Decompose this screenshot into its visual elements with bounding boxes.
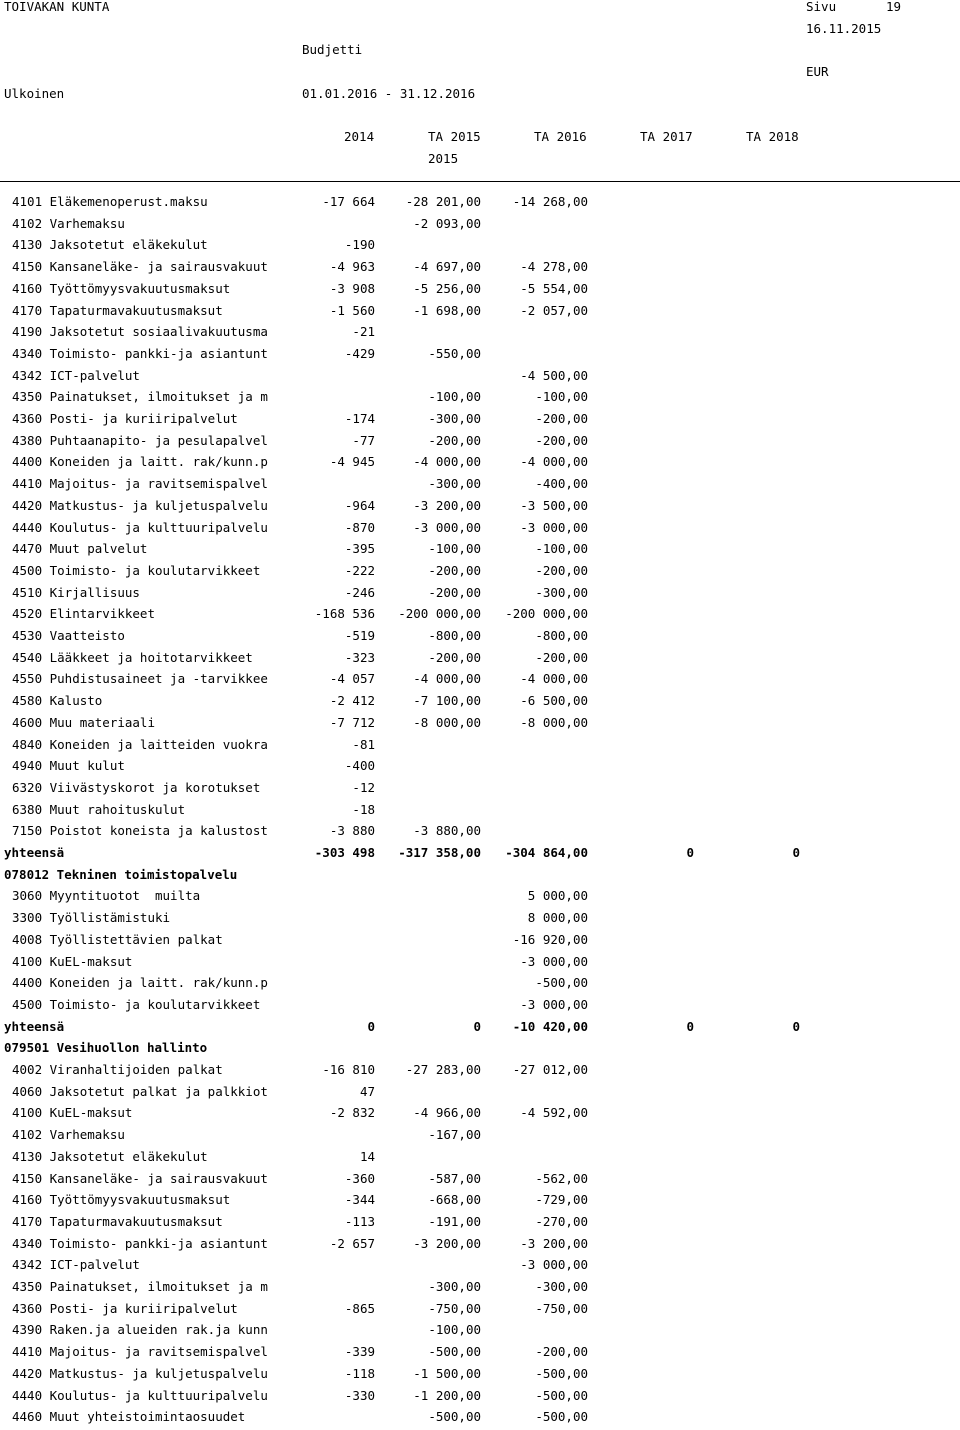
section-header-row	[0, 1039, 960, 1061]
table-row	[0, 801, 960, 823]
col-header-ta2015: TA 2015	[428, 129, 481, 144]
page-label: Sivu	[806, 0, 837, 14]
value-v2015: -500,00	[428, 1409, 481, 1425]
table-row	[0, 1148, 960, 1170]
value-v2014: -16 810	[322, 1062, 375, 1077]
table-row	[0, 974, 960, 996]
value-v2016: -729,00	[535, 1192, 588, 1208]
account-label: 4340 Toimisto- pankki-ja asiantunt	[12, 1235, 268, 1251]
account-label: 3060 Myyntituotot muilta	[12, 888, 201, 904]
account-label: 4150 Kansaneläke- ja sairausvakuut	[12, 259, 268, 275]
value-v2016: -4 000,00	[520, 671, 588, 687]
account-label: 4008 Työllistettävien palkat	[12, 931, 223, 947]
value-v2015: -3 880,00	[413, 823, 481, 839]
account-label: 4160 Työttömyysvakuutusmaksut	[12, 1192, 231, 1208]
value-v2014: 0	[367, 1018, 375, 1034]
account-label: 4190 Jaksotetut sosiaalivakuutusma	[12, 324, 268, 340]
value-v2016: -3 500,00	[520, 497, 588, 513]
table-row	[0, 1083, 960, 1105]
account-label: 4600 Muu materiaali	[12, 714, 155, 730]
table-row	[0, 1408, 960, 1430]
table-row	[0, 1300, 960, 1322]
value-v2016: -200,00	[535, 1344, 588, 1360]
col-header-ta2016: TA 2016	[534, 129, 587, 144]
value-v2017: 0	[686, 1018, 694, 1034]
account-label: 4400 Koneiden ja laitt. rak/kunn.p	[12, 454, 268, 470]
value-v2016: -8 000,00	[520, 714, 588, 730]
total-label: yhteensä	[4, 1018, 65, 1034]
table-row	[0, 1256, 960, 1278]
value-v2015: -4 966,00	[413, 1105, 481, 1121]
table-row	[0, 931, 960, 953]
section-header-row	[0, 866, 960, 888]
table-row	[0, 236, 960, 258]
table-row	[0, 388, 960, 410]
value-v2014: -1 560	[329, 302, 375, 318]
table-row	[0, 1343, 960, 1365]
account-label: 4500 Toimisto- ja koulutarvikkeet	[12, 562, 261, 578]
value-v2015: -200,00	[428, 432, 481, 448]
value-v2014: -222	[344, 562, 375, 578]
value-v2015: -500,00	[428, 1344, 481, 1360]
table-row	[0, 1104, 960, 1126]
value-v2015: 0	[473, 1018, 481, 1034]
account-label: 4350 Painatukset, ilmoitukset ja m	[12, 1279, 268, 1294]
table-row	[0, 1278, 960, 1300]
value-v2014: -113	[344, 1213, 375, 1229]
table-row	[0, 649, 960, 671]
table-row	[0, 410, 960, 432]
account-label: 6320 Viivästyskorot ja korotukset	[12, 779, 261, 795]
account-label: 4540 Lääkkeet ja hoitotarvikkeet	[12, 649, 253, 665]
value-v2014: -12	[352, 779, 375, 795]
account-label: 4002 Viranhaltijoiden palkat	[12, 1062, 223, 1077]
value-v2018: 0	[792, 1018, 800, 1034]
value-v2014: -339	[344, 1344, 375, 1360]
value-v2014: -3 880	[329, 823, 375, 839]
account-label: 4580 Kalusto	[12, 693, 103, 709]
account-label: 4420 Matkustus- ja kuljetuspalvelu	[12, 1365, 268, 1381]
value-v2015: -4 000,00	[413, 454, 481, 470]
table-row	[0, 432, 960, 454]
value-v2016: -200,00	[535, 562, 588, 578]
value-v2015: -167,00	[428, 1127, 481, 1143]
account-label: 4940 Muut kulut	[12, 758, 125, 774]
table-row	[0, 736, 960, 758]
value-v2014: -18	[352, 801, 375, 817]
value-v2016: -400,00	[535, 476, 588, 492]
value-v2014: -344	[344, 1192, 375, 1208]
table-row	[0, 627, 960, 649]
value-v2014: -519	[344, 628, 375, 643]
value-v2015: -2 093,00	[413, 215, 481, 231]
value-v2014: -323	[344, 649, 375, 665]
value-v2014: -400	[344, 758, 375, 774]
table-row	[0, 497, 960, 519]
table-row	[0, 475, 960, 497]
value-v2014: -395	[344, 541, 375, 557]
table-row	[0, 670, 960, 692]
value-v2016: -2 057,00	[520, 302, 588, 318]
value-v2015: -4 697,00	[413, 259, 481, 275]
table-row	[0, 562, 960, 584]
account-label: 4380 Puhtaanapito- ja pesulapalvel	[12, 432, 268, 448]
table-row	[0, 605, 960, 627]
account-label: 4342 ICT-palvelut	[12, 1257, 140, 1273]
account-label: 4342 ICT-palvelut	[12, 367, 140, 383]
account-label: 4440 Koulutus- ja kulttuuripalvelu	[12, 1387, 268, 1403]
account-label: 4130 Jaksotetut eläkekulut	[12, 237, 208, 253]
account-label: 3300 Työllistämistuki	[12, 910, 171, 926]
col-header-ta2017: TA 2017	[640, 129, 693, 144]
value-v2015: -5 256,00	[413, 280, 481, 296]
value-v2016: 5 000,00	[527, 888, 588, 904]
value-v2014: -2 412	[329, 693, 375, 709]
value-v2016: -200 000,00	[505, 606, 588, 622]
value-v2015: -3 200,00	[413, 1235, 481, 1251]
value-v2016: -200,00	[535, 411, 588, 426]
account-label: 4170 Tapaturmavakuutusmaksut	[12, 1213, 223, 1229]
total-row	[0, 844, 960, 866]
table-row	[0, 909, 960, 931]
table-row	[0, 887, 960, 909]
table-row	[0, 996, 960, 1018]
section-title: 079501 Vesihuollon hallinto	[4, 1040, 208, 1056]
account-label: 6380 Muut rahoituskulut	[12, 801, 186, 817]
value-v2015: -191,00	[428, 1213, 481, 1229]
value-v2014: -4 945	[329, 454, 375, 470]
value-v2015: -200 000,00	[398, 606, 481, 622]
value-v2016: -10 420,00	[512, 1018, 588, 1034]
table-row	[0, 1387, 960, 1409]
account-label: 4100 KuEL-maksut	[12, 1105, 133, 1121]
table-row	[0, 215, 960, 237]
value-v2016: -4 278,00	[520, 259, 588, 275]
value-v2015: -100,00	[428, 389, 481, 405]
value-v2014: -118	[344, 1365, 375, 1381]
account-label: 4130 Jaksotetut eläkekulut	[12, 1148, 208, 1164]
value-v2014: -2 832	[329, 1105, 375, 1121]
value-v2015: -100,00	[428, 541, 481, 557]
value-v2016: -200,00	[535, 649, 588, 665]
report-date: 16.11.2015	[806, 21, 882, 36]
table-row	[0, 822, 960, 844]
value-v2014: -4 963	[329, 259, 375, 275]
account-label: 4470 Muut palvelut	[12, 541, 148, 557]
value-v2016: -304 864,00	[505, 845, 588, 860]
value-v2016: -27 012,00	[512, 1062, 588, 1077]
col-header-2014: 2014	[344, 129, 375, 144]
page-number: 19	[886, 0, 902, 14]
value-v2015: -300,00	[428, 1279, 481, 1294]
value-v2015: -28 201,00	[405, 194, 481, 209]
value-v2015: -3 200,00	[413, 497, 481, 513]
col-header-ta2018: TA 2018	[746, 129, 799, 144]
value-v2016: -200,00	[535, 432, 588, 448]
value-v2014: -2 657	[329, 1235, 375, 1251]
value-v2018: 0	[792, 845, 800, 860]
currency: EUR	[806, 64, 829, 79]
value-v2014: -964	[344, 497, 375, 513]
table-row	[0, 519, 960, 541]
account-label: 4390 Raken.ja alueiden rak.ja kunn	[12, 1322, 268, 1338]
value-v2016: -500,00	[535, 975, 588, 991]
value-v2015: -317 358,00	[398, 845, 481, 860]
account-label: 4510 Kirjallisuus	[12, 584, 140, 600]
account-label: 4060 Jaksotetut palkat ja palkkiot	[12, 1083, 268, 1099]
value-v2014: -174	[344, 411, 375, 426]
org-name: TOIVAKAN KUNTA	[4, 0, 110, 14]
table-row	[0, 692, 960, 714]
value-v2015: -587,00	[428, 1170, 481, 1186]
account-label: 4360 Posti- ja kuriiripalvelut	[12, 1300, 238, 1316]
value-v2015: -3 000,00	[413, 519, 481, 535]
account-label: 4170 Tapaturmavakuutusmaksut	[12, 302, 223, 318]
value-v2015: -1 698,00	[413, 302, 481, 318]
account-label: 4500 Toimisto- ja koulutarvikkeet	[12, 996, 261, 1012]
table-row	[0, 1191, 960, 1213]
total-label: yhteensä	[4, 845, 65, 860]
report-period: 01.01.2016 - 31.12.2016	[302, 86, 476, 101]
value-v2016: -16 920,00	[512, 931, 588, 947]
value-v2014: -330	[344, 1387, 375, 1403]
value-v2016: -3 200,00	[520, 1235, 588, 1251]
value-v2015: -200,00	[428, 584, 481, 600]
value-v2016: -3 000,00	[520, 1257, 588, 1273]
value-v2014: -81	[352, 736, 375, 752]
value-v2016: -3 000,00	[520, 519, 588, 535]
value-v2016: -562,00	[535, 1170, 588, 1186]
value-v2014: 47	[359, 1083, 375, 1099]
view-type: Ulkoinen	[4, 86, 65, 101]
value-v2016: -300,00	[535, 584, 588, 600]
table-row	[0, 1126, 960, 1148]
table-row	[0, 453, 960, 475]
value-v2014: -360	[344, 1170, 375, 1186]
account-label: 4160 Työttömyysvakuutusmaksut	[12, 280, 231, 296]
value-v2014: -168 536	[314, 606, 375, 622]
table-row	[0, 1170, 960, 1192]
table-row	[0, 323, 960, 345]
value-v2014: -246	[344, 584, 375, 600]
value-v2014: 14	[359, 1148, 375, 1164]
value-v2015: -800,00	[428, 628, 481, 643]
account-label: 4100 KuEL-maksut	[12, 953, 133, 969]
table-row	[0, 779, 960, 801]
account-label: 4520 Elintarvikkeet	[12, 606, 155, 622]
account-label: 4340 Toimisto- pankki-ja asiantunt	[12, 345, 268, 361]
value-v2016: -100,00	[535, 541, 588, 557]
value-v2016: -500,00	[535, 1365, 588, 1381]
value-v2016: -500,00	[535, 1409, 588, 1425]
account-label: 4150 Kansaneläke- ja sairausvakuut	[12, 1170, 268, 1186]
value-v2015: -750,00	[428, 1300, 481, 1316]
value-v2014: -3 908	[329, 280, 375, 296]
table-row	[0, 193, 960, 215]
account-label: 4350 Painatukset, ilmoitukset ja m	[12, 389, 268, 405]
account-label: 4840 Koneiden ja laitteiden vuokra	[12, 736, 268, 752]
value-v2016: -5 554,00	[520, 280, 588, 296]
table-row	[0, 1321, 960, 1343]
value-v2016: -6 500,00	[520, 693, 588, 709]
table-row	[0, 345, 960, 367]
value-v2016: 8 000,00	[527, 910, 588, 926]
value-v2016: -300,00	[535, 1279, 588, 1294]
value-v2014: -21	[352, 324, 375, 340]
value-v2016: -3 000,00	[520, 953, 588, 969]
value-v2015: -550,00	[428, 345, 481, 361]
table-row	[0, 1213, 960, 1235]
value-v2015: -300,00	[428, 411, 481, 426]
value-v2016: -270,00	[535, 1213, 588, 1229]
value-v2015: -200,00	[428, 562, 481, 578]
value-v2014: -429	[344, 345, 375, 361]
account-label: 4360 Posti- ja kuriiripalvelut	[12, 411, 238, 426]
value-v2016: -4 500,00	[520, 367, 588, 383]
report-title: Budjetti	[302, 42, 363, 57]
value-v2016: -4 592,00	[520, 1105, 588, 1121]
value-v2015: -668,00	[428, 1192, 481, 1208]
value-v2015: -8 000,00	[413, 714, 481, 730]
account-label: 4530 Vaatteisto	[12, 628, 125, 643]
table-row	[0, 1235, 960, 1257]
account-label: 4410 Majoitus- ja ravitsemispalvel	[12, 476, 268, 492]
value-v2015: -27 283,00	[405, 1062, 481, 1077]
value-v2014: -865	[344, 1300, 375, 1316]
value-v2015: -1 200,00	[413, 1387, 481, 1403]
account-label: 4410 Majoitus- ja ravitsemispalvel	[12, 1344, 268, 1360]
table-row	[0, 1365, 960, 1387]
value-v2014: -870	[344, 519, 375, 535]
value-v2014: -7 712	[329, 714, 375, 730]
table-row	[0, 302, 960, 324]
account-label: 4420 Matkustus- ja kuljetuspalvelu	[12, 497, 268, 513]
value-v2015: -7 100,00	[413, 693, 481, 709]
value-v2014: -190	[344, 237, 375, 253]
account-label: 4460 Muut yhteistoimintaosuudet	[12, 1409, 246, 1425]
account-label: 7150 Poistot koneista ja kalustost	[12, 823, 268, 839]
account-label: 4400 Koneiden ja laitt. rak/kunn.p	[12, 975, 268, 991]
account-label: 4550 Puhdistusaineet ja -tarvikkee	[12, 671, 268, 687]
header-divider	[0, 181, 960, 182]
value-v2016: -800,00	[535, 628, 588, 643]
table-row	[0, 757, 960, 779]
value-v2015: -4 000,00	[413, 671, 481, 687]
table-row	[0, 280, 960, 302]
account-label: 4102 Varhemaksu	[12, 1127, 125, 1143]
table-row	[0, 367, 960, 389]
value-v2014: -4 057	[329, 671, 375, 687]
table-row	[0, 258, 960, 280]
value-v2014: -17 664	[322, 194, 375, 209]
table-row	[0, 953, 960, 975]
account-label: 4101 Eläkemenoperust.maksu	[12, 194, 208, 209]
value-v2015: -200,00	[428, 649, 481, 665]
account-label: 4102 Varhemaksu	[12, 215, 125, 231]
value-v2015: -100,00	[428, 1322, 481, 1338]
value-v2015: -300,00	[428, 476, 481, 492]
value-v2014: -303 498	[314, 845, 375, 860]
table-row	[0, 584, 960, 606]
col-header-ta2015-year: 2015	[428, 151, 459, 166]
value-v2015: -1 500,00	[413, 1365, 481, 1381]
value-v2016: -14 268,00	[512, 194, 588, 209]
value-v2016: -500,00	[535, 1387, 588, 1403]
value-v2016: -750,00	[535, 1300, 588, 1316]
table-row	[0, 1061, 960, 1083]
section-title: 078012 Tekninen toimistopalvelu	[4, 866, 238, 882]
value-v2017: 0	[686, 845, 694, 860]
value-v2016: -3 000,00	[520, 996, 588, 1012]
total-row	[0, 1018, 960, 1040]
value-v2014: -77	[352, 432, 375, 448]
account-label: 4440 Koulutus- ja kulttuuripalvelu	[12, 519, 268, 535]
value-v2016: -4 000,00	[520, 454, 588, 470]
table-row	[0, 714, 960, 736]
table-row	[0, 540, 960, 562]
value-v2016: -100,00	[535, 389, 588, 405]
